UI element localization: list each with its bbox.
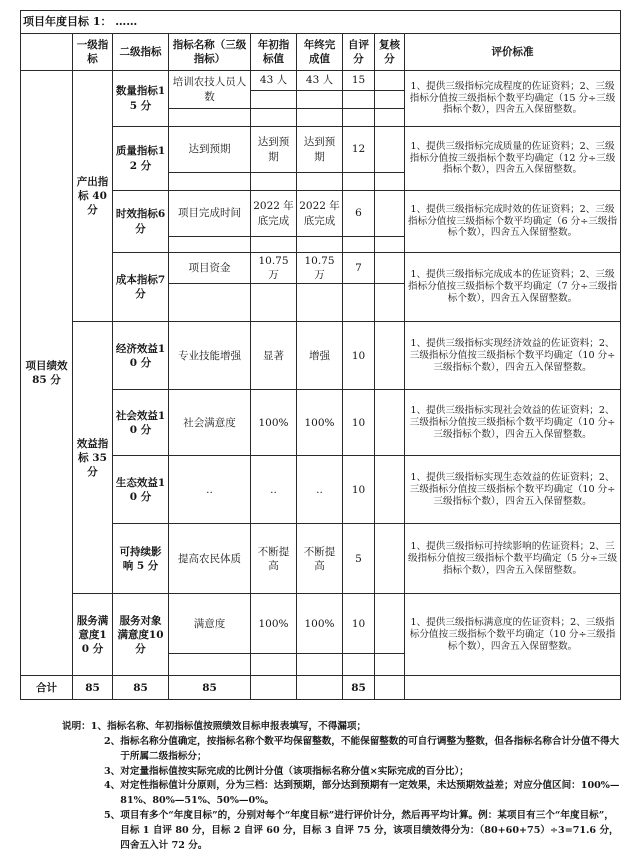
- total-level3: 85: [169, 676, 251, 700]
- final-value-cell: 43 人: [297, 71, 343, 91]
- review-score-cell: [375, 390, 405, 456]
- ecological-benefit: 生态效益10 分: [113, 456, 169, 524]
- table-row: [21, 71, 621, 91]
- criteria-cell: 1、提供三级指标满意度的佐证资料；2、三级指标分值按三级指标个数平均确定（10 分÷三级指标个数），四舍五入保留整数。: [405, 594, 621, 676]
- economic-benefit: 经济效益10 分: [113, 322, 169, 390]
- review-score-cell: [375, 322, 405, 390]
- cost-indicator: 成本指标7 分: [113, 253, 169, 322]
- review-score-cell: [375, 191, 405, 237]
- self-score-cell: 10: [343, 456, 375, 524]
- note-item: 4、 对定性指标值计分原则，分为三档：达到预期，部分达到预期有一定效果，未达预期效益差；对应分值区间：100%—81%、80%—51%、50%—0%。: [104, 780, 620, 807]
- criteria-cell: 1、提供三级指标完成成本的佐证资料；2、三级指标分值按三级指标个数平均确定（7 分÷三级指标个数），四舍五入保留整数。: [405, 253, 621, 322]
- header-review-score: 复核分: [375, 34, 405, 71]
- header-indicator-name: 指标名称（三级指标）: [169, 34, 251, 71]
- total-level2: 85: [113, 676, 169, 700]
- header-final-value: 年终完成值: [297, 34, 343, 71]
- table-row: [21, 322, 621, 390]
- sustainable-impact: 可持续影响 5 分: [113, 524, 169, 594]
- service-satisfaction: 服务满意度10 分: [73, 594, 113, 676]
- final-value-cell: ..: [297, 456, 343, 524]
- indicator-name-cell: 提高农民体质: [169, 524, 251, 594]
- final-value-cell: 100%: [297, 594, 343, 654]
- initial-value-cell: ..: [251, 456, 297, 524]
- review-score-cell: [375, 127, 405, 173]
- indicator-name-cell: 社会满意度: [169, 390, 251, 456]
- header-blank: [21, 34, 73, 71]
- final-value-cell: 增强: [297, 322, 343, 390]
- review-score-cell: [375, 456, 405, 524]
- self-score-cell: 10: [343, 322, 375, 390]
- self-score-cell: 10: [343, 390, 375, 456]
- self-score-cell: 5: [343, 524, 375, 594]
- total-level1: 85: [73, 676, 113, 700]
- table-row: [21, 594, 621, 654]
- final-value-cell: 100%: [297, 390, 343, 456]
- initial-value-cell: 43 人: [251, 71, 297, 91]
- criteria-cell: 1、提供三级指标可持续影响的佐证资料；2、三级指标分值按三级指标个数平均确定（5 分÷三级指标个数），四舍五入保留整数。: [405, 524, 621, 594]
- initial-value-cell: 100%: [251, 390, 297, 456]
- social-benefit: 社会效益10 分: [113, 390, 169, 456]
- timeliness-indicator: 时效指标6 分: [113, 191, 169, 253]
- indicator-name-cell: 培训农技人员人数: [169, 71, 251, 109]
- criteria-cell: 1、提供三级指标实现经济效益的佐证资料；2、三级指标分值按三级指标个数平均确定（10 分÷三级指标个数），四舍五入保留整数。: [405, 322, 621, 390]
- quality-indicator: 质量指标12 分: [113, 127, 169, 191]
- review-score-cell: [375, 71, 405, 91]
- self-score-cell: 7: [343, 253, 375, 284]
- initial-value-cell: 10.75 万: [251, 253, 297, 284]
- self-score-cell: 15: [343, 71, 375, 91]
- final-value-cell: 达到预期: [297, 127, 343, 173]
- level1-project-performance: 项目绩效85 分: [21, 71, 73, 676]
- final-value-cell: 2022 年底完成: [297, 191, 343, 237]
- header-level2: 二级指标: [113, 34, 169, 71]
- project-goal-title: 项目年度目标 1： ……: [21, 11, 621, 34]
- initial-value-cell: 不断提高: [251, 524, 297, 594]
- evaluation-sheet: [20, 10, 620, 700]
- evaluation-table: [20, 10, 621, 700]
- criteria-cell: 1、提供三级指标实现社会效益的佐证资料；2、三级指标分值按三级指标个数平均确定（10 分÷三级指标个数），四舍五入保留整数。: [405, 390, 621, 456]
- review-score-cell: [375, 594, 405, 654]
- header-row: [21, 34, 621, 71]
- review-score-cell: [375, 253, 405, 284]
- note-item: 5、 项目有多个“年度目标”的，分别对每个“年度目标”进行评价计分，然后再平均计算。例：某项目有三个“年度目标”，目标 1 自评 80 分，目标 2 自评 60 分，目标 3 自评 75 分，该项目绩效得分为：（80+60+75）÷3=71.6 分，四舍五入计 72 分。: [104, 810, 619, 851]
- total-label: 合计: [21, 676, 73, 700]
- initial-value-cell: 100%: [251, 594, 297, 654]
- header-level1: 一级指标: [73, 34, 113, 71]
- header-self-score: 自评分: [343, 34, 375, 71]
- output-indicator: 产出指标 40 分: [73, 71, 113, 322]
- total-self-score: 85: [343, 676, 375, 700]
- criteria-cell: 1、提供三级指标完成程度的佐证资料；2、三级指标分值按三级指标个数平均确定（15 分÷三级指标个数），四舍五入保留整数。: [405, 71, 621, 127]
- notes-section: [62, 720, 622, 854]
- notes-lead: 说明：: [62, 721, 91, 732]
- criteria-cell: 1、提供三级指标完成质量的佐证资料；2、三级指标分值按三级指标个数平均确定（12 分÷三级指标个数），四舍五入保留整数。: [405, 127, 621, 191]
- final-value-cell: 不断提高: [297, 524, 343, 594]
- indicator-name-cell: 项目完成时间: [169, 191, 251, 237]
- initial-value-cell: 2022 年底完成: [251, 191, 297, 237]
- note-item: 说明： 1、 指标名称、年初指标值按照绩效目标申报表填写，不得漏项；: [62, 720, 622, 735]
- indicator-name-cell: ..: [169, 456, 251, 524]
- note-item: 2、 指标名称分值确定，按指标名称个数平均保留整数，不能保留整数的可自行调整为整数，但各指标名称合计分值不得大于所属二级指标分；: [104, 735, 620, 762]
- indicator-name-cell: 达到预期: [169, 127, 251, 173]
- self-score-cell: 6: [343, 191, 375, 237]
- final-value-cell: 10.75 万: [297, 253, 343, 284]
- criteria-cell: 1、提供三级指标完成时效的佐证资料；2、三级指标分值按三级指标个数平均确定（6 分÷三级指标个数），四舍五入保留整数。: [405, 191, 621, 253]
- total-row: [21, 676, 621, 700]
- header-criteria: 评价标准: [405, 34, 621, 71]
- review-score-cell: [375, 524, 405, 594]
- header-initial-value: 年初指标值: [251, 34, 297, 71]
- criteria-cell: 1、提供三级指标实现生态效益的佐证资料；2、三级指标分值按三级指标个数平均确定（10 分÷三级指标个数），四舍五入保留整数。: [405, 456, 621, 524]
- indicator-name-cell: 项目资金: [169, 253, 251, 284]
- benefit-indicator: 效益指标 35 分: [73, 322, 113, 594]
- quantity-indicator: 数量指标15 分: [113, 71, 169, 127]
- note-item: 3、 对定量指标值按实际完成的比例计分值（该项指标名称分值×实际完成的百分比）；: [104, 765, 469, 777]
- indicator-name-cell: 专业技能增强: [169, 322, 251, 390]
- initial-value-cell: 达到预期: [251, 127, 297, 173]
- self-score-cell: 12: [343, 127, 375, 173]
- initial-value-cell: 显著: [251, 322, 297, 390]
- self-score-cell: 10: [343, 594, 375, 654]
- service-object-satisfaction: 服务对象满意度10 分: [113, 594, 169, 676]
- indicator-name-cell: 满意度: [169, 594, 251, 654]
